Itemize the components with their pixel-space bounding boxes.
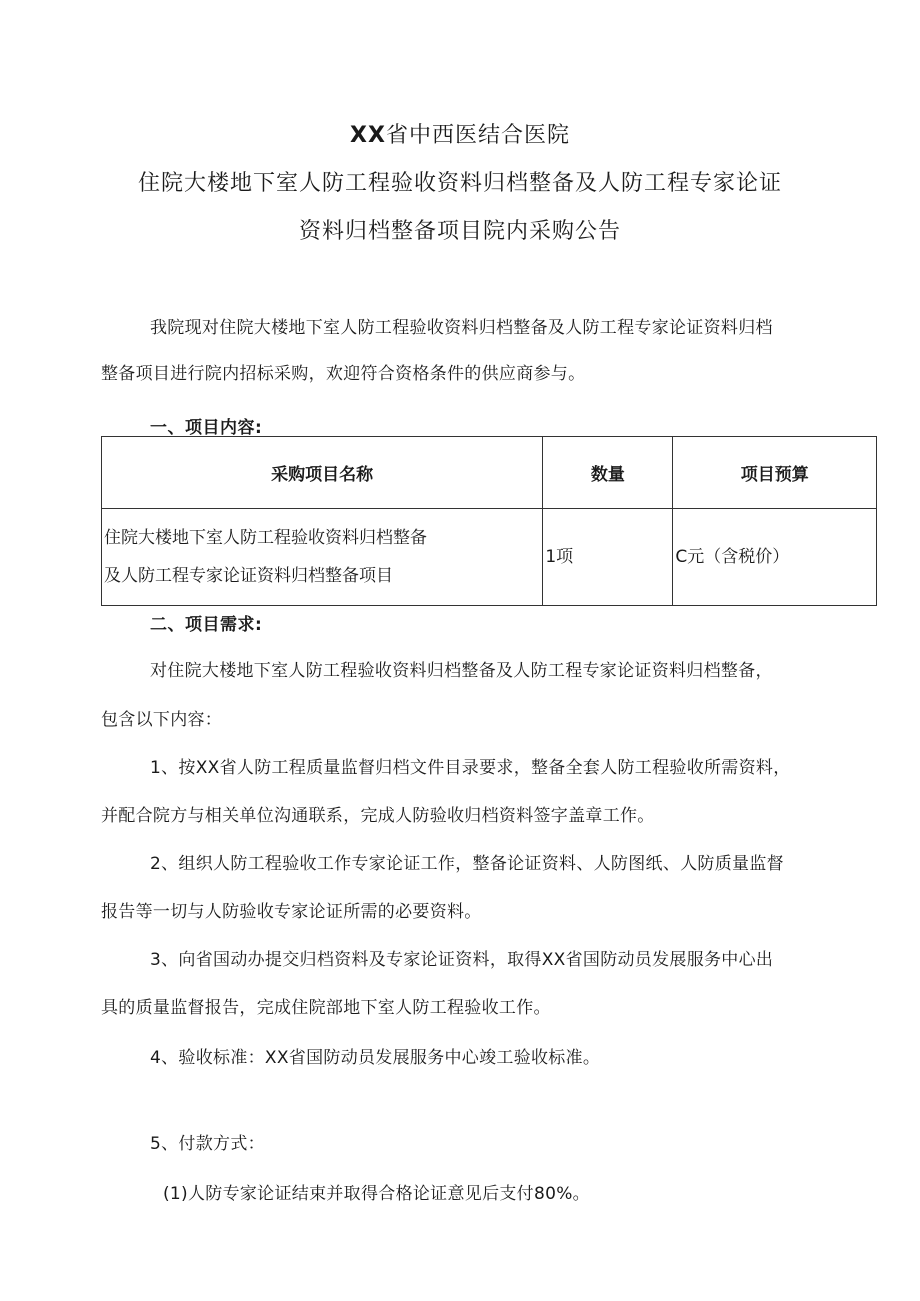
table-row [102, 509, 877, 606]
item-3-line-1: 3、向省国动办提交归档资料及专家论证资料，取得XX省国防动员发展服务中心出 [150, 950, 774, 970]
title-hospital-name: 省中西医结合医院 [385, 123, 570, 148]
table-cell-budget: C元（含税价） [673, 509, 877, 606]
title-line-2: 住院大楼地下室人防工程验收资料归档整备及人防工程专家论证 [137, 171, 782, 196]
item-5: 5、付款方式： [150, 1134, 265, 1154]
item-1-line-2: 并配合院方与相关单位沟通联系，完成人防验收归档资料签字盖章工作。 [101, 806, 655, 826]
intro-line-2: 整备项目进行院内招标采购，欢迎符合资格条件的供应商参与。 [101, 364, 586, 384]
table-cell-quantity: 1项 [543, 509, 673, 606]
section-2-heading: 二、项目需求: [150, 615, 263, 635]
item-4: 4、验收标准：XX省国防动员发展服务中心竣工验收标准。 [150, 1048, 601, 1068]
table-cell-name-line-2: 及人防工程专家论证资料归档整备项目 [104, 566, 393, 586]
project-table [101, 436, 877, 606]
item-1-line-1: 1、按XX省人防工程质量监督归档文件目录要求，整备全套人防工程验收所需资料， [150, 758, 791, 778]
title-line-3: 资料归档整备项目院内采购公告 [298, 219, 621, 244]
table-header-budget: 项目预算 [673, 437, 877, 509]
item-2-line-2: 报告等一切与人防验收专家论证所需的必要资料。 [101, 902, 482, 922]
table-cell-name [102, 509, 543, 606]
item-3-line-2: 具的质量监督报告，完成住院部地下室人防工程验收工作。 [101, 998, 551, 1018]
intro-line-1: 我院现对住院大楼地下室人防工程验收资料归档整备及人防工程专家论证资料归档 [150, 318, 773, 338]
table-header-name: 采购项目名称 [102, 437, 543, 509]
table-header-quantity: 数量 [543, 437, 673, 509]
item-2-line-1: 2、组织人防工程验收工作专家论证工作，整备论证资料、人防图纸、人防质量监督 [150, 854, 784, 874]
title-line-1 [0, 118, 920, 149]
section-2-intro-line-1: 对住院大楼地下室人防工程验收资料归档整备及人防工程专家论证资料归档整备， [150, 661, 773, 681]
item-5-sub-1: (1)人防专家论证结束并取得合格论证意见后支付80%。 [163, 1184, 590, 1204]
section-2-intro-line-2: 包含以下内容： [101, 710, 223, 730]
table-header-row [102, 437, 877, 509]
section-1-heading: 一、项目内容: [150, 418, 263, 438]
table-cell-name-line-1: 住院大楼地下室人防工程验收资料归档整备 [104, 528, 427, 548]
title-prefix: XX [350, 123, 386, 148]
